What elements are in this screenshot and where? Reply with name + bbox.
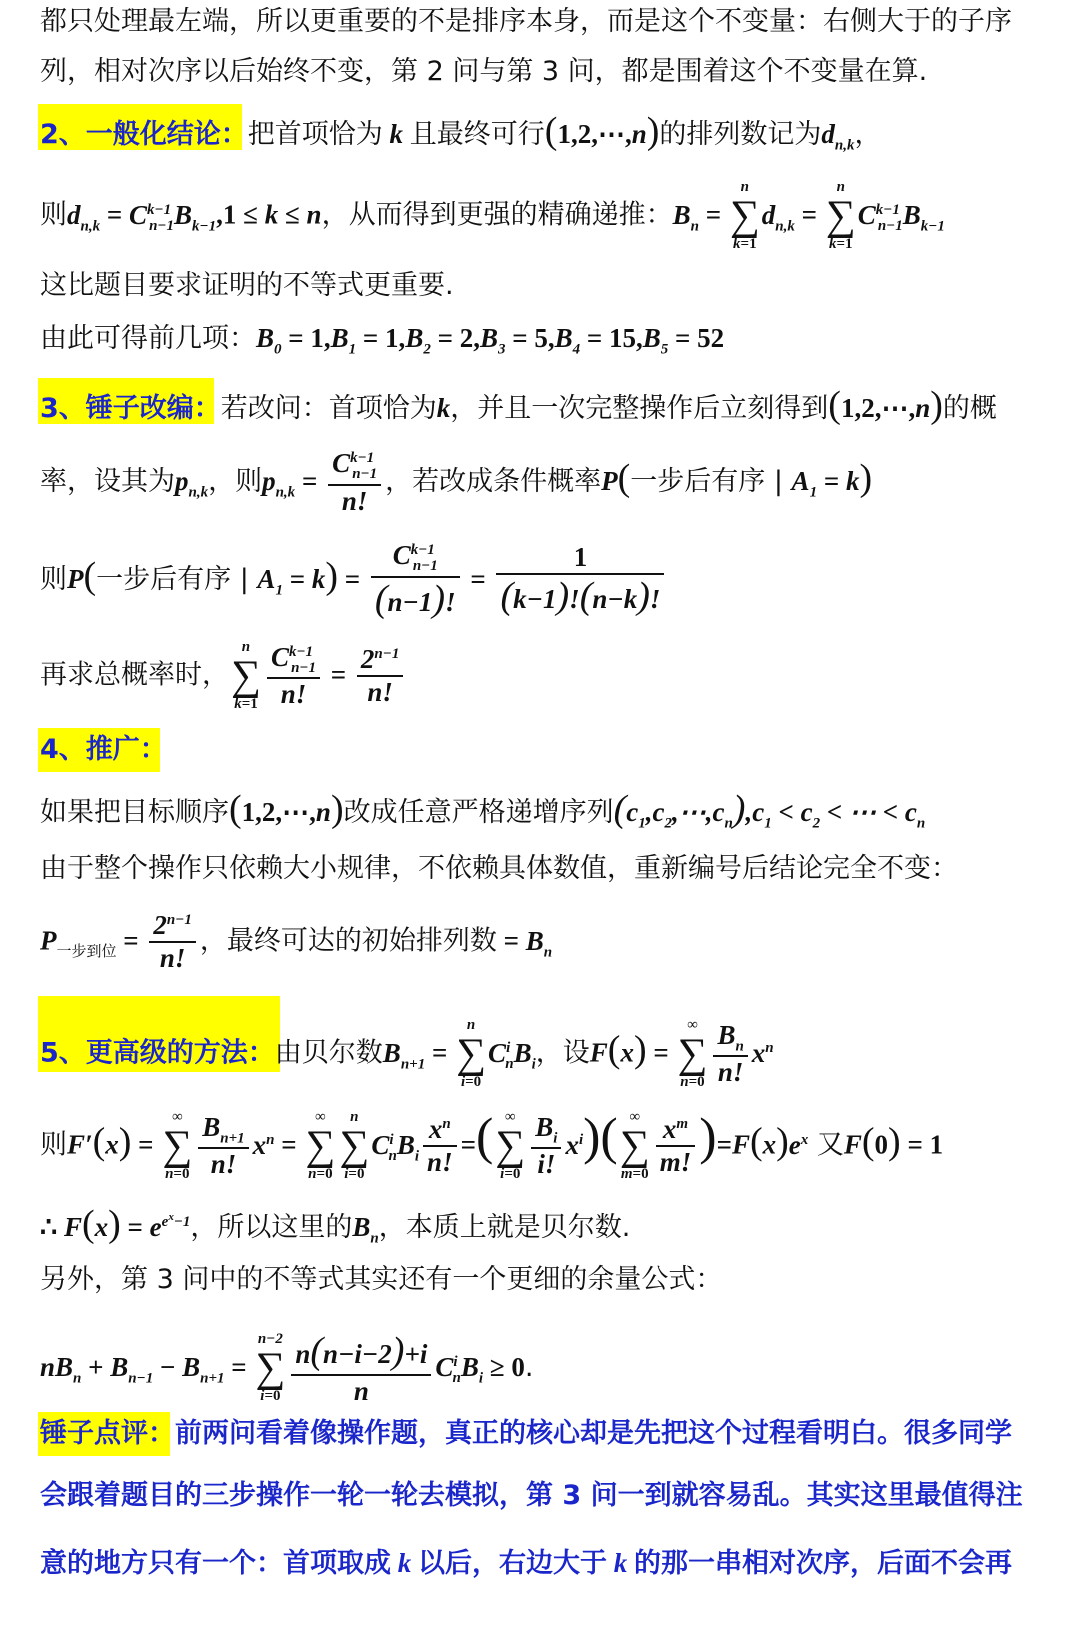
section-2-line-3: 这比题目要求证明的不等式更重要. — [40, 270, 454, 301]
intro-line-1: 都只处理最左端，所以更重要的不是排序本身，而是这个不变量：右侧大于的子序 — [40, 6, 1012, 37]
comment-line-2: 会跟着题目的三步操作一轮一轮去模拟，第 3 问一到就容易乱。其实这里最值得注 — [40, 1480, 1023, 1511]
section-3-heading: 3、锤子改编： — [40, 393, 221, 424]
section-3-line-2: 率，设其为$p_{n,k}$，则$p_{n,k}$ = $\frac{C^{k-1}_{n-1}}{n!}$ ，若改成条件概率P(一步后有序 | $A_1 = k$) — [40, 448, 873, 516]
section-4-heading: 4、推广： — [40, 734, 167, 765]
section-5-heading: 5、更高级的方法： — [40, 1037, 275, 1069]
comment-heading: 锤子点评： — [40, 1418, 175, 1449]
section-2-heading: 2、一般化结论： — [40, 119, 248, 150]
section-4-line-3: $P_{一步到位}$ = $\frac{2^{n-1}}{n!}$ ，最终可达的初始排列数 = $B_n$ — [40, 910, 553, 974]
section-5-line-4: 另外，第 3 问中的不等式其实还有一个更细的余量公式： — [40, 1264, 723, 1295]
section-2-line-4: 由此可得前几项：$B_0 = 1,B_1 = 1,B_2 = 2,B_3 = 5,B_4 = 15,B_5 = 52$ — [40, 323, 725, 358]
section-3-line-4: 再求总概率时， n ∑ k=1 $\frac{C^{k-1}_{n-1}}{n!}$ = $\frac{2^{n-1}}{n!}$ — [40, 640, 407, 712]
section-3-line-3: 则P(一步后有序 | $A_1 = k$) = $\frac{C^{k-1}_{n-1}}{(n-1)!}$ = $\frac{1}{(k-1)!(n-k)!}$ — [40, 540, 668, 621]
intro-line-2: 列，相对次序以后始终不变，第 2 问与第 3 问，都是围着这个不变量在算. — [40, 56, 928, 87]
section-5-line-1: 5、更高级的方法：由贝尔数$B_{n+1}$ = n ∑ i=0 $C^i_nB_i$，设F(x) = ∞ ∑ n=0 $\frac{B_n}{n!}$ $x^n$ — [40, 1017, 774, 1090]
comment-line-1: 锤子点评：前两问看着像操作题，真正的核心却是先把这个过程看明白。很多同学 — [40, 1418, 1012, 1449]
comment-line-3: 意的地方只有一个：首项取成 k 以后，右边大于 k 的那一串相对次序，后面不会再 — [40, 1548, 1012, 1579]
section-4-line-1: 如果把目标顺序(1,2,⋯,n)改成任意严格递增序列$(c_1,c_2,\cdots,c_n),c_1 < c_2$ < ⋯ < $c_n$ — [40, 788, 926, 832]
section-5-line-5: $nB_n + B_{n-1} - B_{n+1}$ = n−2 ∑ i=0 $\frac{n(n-i-2)+i}{n}$ $C^i_nB_i \ge 0$. — [40, 1330, 534, 1406]
section-3-line-1: 3、锤子改编：若改问：首项恰为k，并且一次完整操作后立刻得到(1,2,⋯,n)的概 — [40, 384, 997, 426]
section-5-line-2: 则F′(x) = ∞ ∑ n=0 $\frac{B_{n+1}}{n!}$ $x^n$ = ∞ ∑ n=0 n ∑ i=0 $C^i_nB_i$ $\frac{x^n}{n!}$ =( ∞ ∑ i=0 $\frac{B_i}{i!}$ $x^i$)( ∞ ∑ m=0 $\frac{x^m}{m!}$ )$=F(x)e^x$ 又F(0) = 1 — [40, 1108, 944, 1182]
section-2-line-2: 则$d_{n,k} = C^{k-1}_{n-1}B_{k-1},1 \le k \le n$，从而得到更强的精确递推：$B_n$ = n ∑ k=1 $d_{n,k}$ = n ∑ k=1 $C^{k-1}_{n-1}B_{k-1}$ — [40, 179, 945, 252]
section-5-line-3: ∴ $F(x) = e^{e^x-1}$，所以这里的$B_n$，本质上就是贝尔数. — [40, 1203, 631, 1247]
section-4-line-2: 由于整个操作只依赖大小规律，不依赖具体数值，重新编号后结论完全不变： — [40, 853, 958, 884]
section-2-line-1: 2、一般化结论：把首项恰为 k 且最终可行(1,2,⋯,n)的排列数记为$d_{n,k}$， — [40, 110, 882, 154]
